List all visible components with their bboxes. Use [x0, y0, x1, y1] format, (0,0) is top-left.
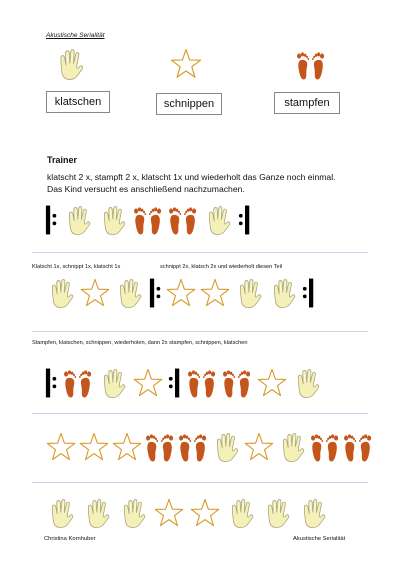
- star-icon: [168, 46, 204, 82]
- separator: [32, 413, 368, 414]
- trainer-title: Trainer: [47, 155, 78, 165]
- repeat-end-icon: [300, 276, 318, 310]
- hand-icon: [266, 276, 300, 310]
- star-icon: [242, 430, 276, 464]
- trainer-instructions: [47, 171, 377, 195]
- repeat-start-icon: [42, 366, 60, 400]
- star-icon: [44, 430, 78, 464]
- star-icon: [78, 276, 112, 310]
- footer-author: Christina Kornhuber: [44, 536, 96, 542]
- separator: [32, 331, 368, 332]
- feet-icon: [220, 366, 254, 400]
- star-icon: [164, 276, 198, 310]
- repeat-start-icon: [42, 203, 60, 237]
- trainer-line-1: klatscht 2 x, stampft 2 x, klatscht 1x und wiederholt das Ganze noch einmal.: [47, 172, 336, 182]
- instruction-row3: Stampfen, klatschen, schnippen, wiederholen, dann 2x stampfen, schnippen, klatschen: [32, 340, 248, 346]
- feet-icon: [308, 430, 342, 464]
- hand-icon: [52, 46, 88, 82]
- hand-icon: [116, 496, 150, 530]
- hand-icon: [44, 496, 78, 530]
- separator: [32, 482, 368, 483]
- legend-label-schnippen: schnippen: [156, 93, 222, 115]
- hand-icon: [96, 366, 130, 400]
- trainer-line-2: Das Kind versucht es anschließend nachzumachen.: [47, 184, 245, 194]
- hand-icon: [224, 496, 258, 530]
- feet-icon: [341, 430, 375, 464]
- feet-icon: [185, 366, 219, 400]
- feet-icon: [166, 203, 200, 237]
- feet-icon: [131, 203, 165, 237]
- star-icon: [152, 496, 186, 530]
- hand-icon: [290, 366, 324, 400]
- star-icon: [110, 430, 144, 464]
- legend-label-klatschen: klatschen: [46, 91, 110, 113]
- hand-icon: [260, 496, 294, 530]
- star-icon: [255, 366, 289, 400]
- feet-icon: [176, 430, 210, 464]
- hand-icon: [96, 203, 130, 237]
- repeat-start-icon: [146, 276, 164, 310]
- footer-title: Akustische Serialität: [293, 536, 346, 542]
- feet-icon: [143, 430, 177, 464]
- feet-icon: [61, 366, 95, 400]
- hand-icon: [275, 430, 309, 464]
- hand-icon: [209, 430, 243, 464]
- instruction-row2-left: Klatscht 1x, schnippt 1x, klatscht 1x: [32, 264, 121, 270]
- feet-icon: [294, 48, 328, 82]
- hand-icon: [44, 276, 78, 310]
- star-icon: [188, 496, 222, 530]
- hand-icon: [296, 496, 330, 530]
- star-icon: [131, 366, 165, 400]
- repeat-end-icon: [236, 203, 254, 237]
- hand-icon: [112, 276, 146, 310]
- separator: [32, 252, 368, 253]
- hand-icon: [232, 276, 266, 310]
- star-icon: [198, 276, 232, 310]
- hand-icon: [201, 203, 235, 237]
- star-icon: [77, 430, 111, 464]
- hand-icon: [61, 203, 95, 237]
- repeat-end-icon: [166, 366, 184, 400]
- instruction-row2-right: schnippt 2x, klatsch 2x und wiederholt diesen Teil: [160, 264, 283, 270]
- page-header: Akustische Serialität: [46, 32, 105, 39]
- hand-icon: [80, 496, 114, 530]
- legend-label-stampfen: stampfen: [274, 92, 340, 114]
